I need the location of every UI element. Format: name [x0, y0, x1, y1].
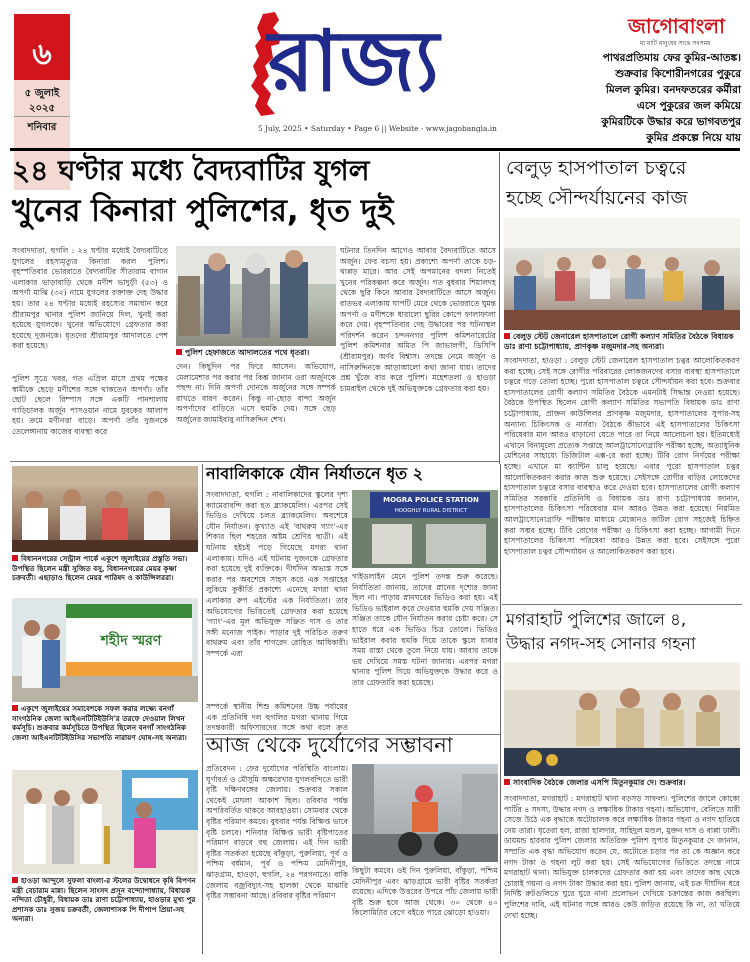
teaser-line-2: শুক্রবার কিশোরীনগরের পুকুরে	[615, 68, 741, 80]
lead-col1b-text: পুলিশ সূত্রে খবর, গত এপ্রিল মাসে প্রথম পক্ষের স্বামীকে ছেড়ে মণীশের সঙ্গে থাকতেন অপর্ণা। তাঁর ছোট ছেলে রিম্পাস সঙ্গে একটি পানশালায় গাড়িচালক অর্জুন পাসওয়ান নামে যুবকের আলাপ হয়। ক্রমে মণীনত্তা বাড়ে। অপর্ণা তাঁর দুজনকে তেলেঙ্গানায় কাজের ব্যবস্থা করে	[12, 374, 168, 436]
lead-col2b-text: দেন। কিছুদিন পর ফিরে আসেন। অভিযোগ, মেলামেশার পর করার পর কিশ্ত জানান ওরা অর্জুনকে পছন্দ না। দিনি অপর্ণা দোনকে অর্জুনের সঙ্গে সম্পর্ক রাখতে বারণ করেন। কিন্তু না-ছোড় বান্দা অর্জুন অপর্ণাদের বাড়িতে এসে হুমকি দেয়। সঙ্গে ছেড় অর্জুনের জামাইবাবু নাসিরুদ্দিন শেখ।	[176, 362, 336, 424]
gold-caption	[504, 778, 740, 790]
masthead-title: রাজ্য	[268, 12, 441, 110]
minor-body-bottom-text: সম্পর্কে স্থানীয় শিশু কমিশনের উচ্চ পর্যায়ের এক প্রতিনিধি দল হুগলির মগরা থানায় গিয়ে তদন্তকারী অফিসারদের সঙ্গে কথা বলে ক্রত	[206, 702, 348, 732]
masthead-year: ২০২৫	[29, 103, 55, 114]
lead-col1-text: সংবাদদাতা, হুগলি : ২৪ ঘণ্টার মধ্যেই বৈদ্যবাটিতে যুগলের রহস্যমৃত্যুর কিনারা করল পুলিশ। বৃহস্পতিবার ভোররাতে বৈদ্যবাটির সীতারাম বাগান এলাকার ভাড়াবাড়ি থেকে মণীশ ভাদুড়ী (৫৩) ও অপর্ণা মাঝি (৩২) নামে যুগলের রক্তাক্ত দেহ উদ্ধার হয়। তার ২৪ ঘণ্টার মধ্যেই রহস্যের সমাধান করে শ্রীরামপুর থানার পুলিশ জানিয়ে দিল, খুনই করা হয়েছে যুগলকে। খুনের অভিযোগে গ্রেফতার করা হয়েছে দুজনকে। ধৃতদের শ্রীরামপুর আদালতে পেশ করা হয়েছে।	[12, 246, 168, 351]
masthead-date: ৫ জুলাই	[24, 88, 60, 99]
gold-headline-2: উদ্ধার নগদ-সহ সোনার গহনা	[506, 634, 696, 653]
left-photo-3-scene	[12, 770, 198, 874]
weather-body-right	[352, 866, 498, 954]
weather-body-left-text: প্রতিবেদন : ফের দুর্যোগের পরিস্থিতি বাংলায়। ঘূর্ণাবর্ত ও মৌসুমি অক্ষরেখার যুগলবন্দিতে ভারী বৃষ্টি দক্ষিণবঙ্গের জেলায়। শুক্রবার সকাল থেকেই মেঘলা আকাশ ছিল। রবিবার পর্যন্ত অপরিবর্তিত থাকবে আবহাওয়া। সোমবার থেকে বৃষ্টির পরিমাণ কমবে। বুধবার পর্যন্ত বিক্ষিপ্ত ভাবে বৃষ্টি চলবে। শনিবার বিক্ষিপ্ত ভারী বৃষ্টিপাতের পরিমাণ বাড়বে বহু জেলায়। এই দিন ভারী বৃষ্টির সতর্কতা হয়েছে বাঁকুড়া, পুরুলিয়া, পূর্ব ও পশ্চিম বর্ধমান, পূর্ব ও পশ্চিম মেদিনীপুর, ঝাড়গ্রাম, হাওড়া, হুগলি, ২৪ পরগনাতে। বাকি জেলায় বজ্রবিদ্যুৎ-সহ হালকা থেকে মাঝারি বৃষ্টির সম্ভাবনা আছে। রবিবার বৃষ্টির পরিমাণ	[206, 764, 348, 901]
divider-lead-right	[499, 152, 500, 464]
hospital-body-text: সংবাদদাতা, হাওড়া : বেলুড় স্টেট জেনারেল হাসপাতাল চত্বর আলোকিতকরণ করা হচ্ছে। সেই সঙ্গে রোগীর পরিবারের লোকজনদের বসার ব্যবস্থা হাসপাতালে চত্বরে গড়ে তোলা হচ্ছে। পুরো হাসপাতাল চত্বরে সৌন্দর্যায়ন করা হবে। শুক্রবার হাসপাতালের রোগী কল্যাণ সমিতির বৈঠকে এমনটাই সিদ্ধান্ত নেওয়া হয়েছে। বৈঠকে উপস্থিত ছিলেন রোগী কল্যাণ সমিতির সভাপতি বিধায়ক ডাঃ রাণা চট্টোপাধ্যায়, প্রাক্তন কাউন্সিলর প্রাণকৃষ্ণ মজুমদার, হাসপাতালের সুপার-সহ অন্যান্য চিকিৎসক ও নার্সরা। বৈঠকে কীভাবে এই হাসপাতালের চিকিৎসা পরিষেবার মান আরও বাড়ানো যেতে পারে তা নিয়ে আলোচনা হয়। ইতিমধ্যেই এখানে বিনামূল্যে প্রত্যেক সপ্তাহে আলট্রাসোনোগ্রাফি পরীক্ষা হচ্ছে, অত্যাধুনিক মেশিনের সাহায্যে ডিজিটাল এক্স-রে করা হচ্ছে। টিবি রোগ নির্ণয়ের পরীক্ষা হচ্ছে। এখানে মা ক্যান্টিন চালু হয়েছে। এবার পুরো হাসপাতাল চত্বর আলোকিতকরণ করার কাজ শুরু হয়েছে। সেইসঙ্গে রোগীর বাড়ির লোকেদের হাসপাতাল চত্বরে বসার ব্যবস্থাও করে দেওয়া হবে। হাসপাতালের রোগী কল্যাণ সমিতির সরকারি প্রতিনিধি ও বিধায়ক ডাঃ রাণা চট্টোপাধ্যায় জানান, হাসপাতালের চিকিৎসা পরিষেবার মান আরও উন্নত করা হয়েছে। নিয়মিত আলট্রাসোনোগ্রাফি পরীক্ষার মাধ্যমে মেকোনও জটিল রোগ সহজেই চিহ্নিত করা সম্ভব হচ্ছে। টিবি রোগের পরীক্ষা ও চিকিৎসা করা হচ্ছে। আগামী দিনে হাসপাতালের চিকিৎসা পরিষেবা আরও উন্নত করা হবে। সেইসঙ্গে পুরো হাসপাতাল চত্বর সৌন্দর্যায়ন ও আলোকিতকরণ করা হবে।	[504, 356, 740, 556]
lead-photo-caption	[176, 348, 336, 360]
minor-body-right	[352, 572, 498, 730]
masthead-weekday: শনিবার	[27, 122, 57, 133]
lead-col1b	[12, 374, 168, 458]
lead-headline-2: খুনের কিনারা পুলিশের, ধৃত দুই	[12, 193, 394, 229]
gold-body-text: সংবাদদাতা, মগরাহাট : মগরাহাট থানা বড়সড় সাফল্য। পুলিশের জালে কোকো পাটিঁর ৪ সদস্য, উদ্ধার নগদ ও লক্ষাধিক টাকার গহনা। অভিযোগ, বেলিতে যারী সেজে উঠে এক বৃদ্ধাকে অটোচালক করে লক্ষাধিক টাকার গহনা ও নগদ হাতিয়ে নেয় তারা। ধৃতেরা হল, রাজা হালদার, সাহিদুল মণ্ডল, মুক্তন দাস ও বাপ্পা ঢালী। ডায়মন্ড হারবার পুলিশ জেলার অতিরিক্ত পুলিশ সুপার মিতুনকুমার দে জানান, সম্প্রতি এক বৃদ্ধা অভিযোগ করেন যে, অটোতে চড়ার পর তা কে অজ্ঞান করে নগদ টাকা ও গহনা লুট করা হয়। সেই অভিযোগের ভিত্তিতে তদন্তে নামে মগরাহাট থানা। অভিযুক্ত চালকদের গ্রেফতার করা হয় এবং তাদের কাছ থেকে চোরাই গয়না ও নগদ টাকা উদ্ধার করা হয়। পুলিশ জানায়, এই চক্র দীর্ঘদিন ধরে নির্দিষ্ট রুটগুলিতে ঘুরে ঘুরে নানা প্রলোভন দেখিয়ে চক্রান্তের কাজ করছিল। পুলিশের দাবি, এই ঘটনার সঙ্গে আরও কেউ জড়িত রয়েছে কি না, তা খতিয়ে দেখা হচ্ছে।	[504, 794, 740, 920]
left-photo-1-caption	[12, 554, 198, 594]
lead-photo-figures	[176, 246, 336, 346]
lead-photo-caption-text: পুলিশ হেফাজতে আদালতের পথে ধৃতরা।	[185, 348, 310, 357]
hospital-headline-1: বেলুড় হাসপাতাল চত্বরে	[506, 157, 687, 179]
left-photo-3	[12, 770, 198, 874]
lead-col2b	[176, 362, 336, 458]
lead-col1	[12, 246, 168, 372]
minor-photo-sign-2: HOOGHLY RURAL DISTRICT	[394, 508, 468, 514]
left-photo-2-banner: শহীদ স্মরণ	[100, 633, 162, 649]
divider-hospital-bottom	[502, 604, 742, 605]
lead-col3	[340, 246, 496, 458]
teaser-line-6: কুমির প্রকল্পে নিয়ে যায়	[646, 132, 741, 144]
date-divider	[14, 116, 70, 117]
page-number: ৬	[32, 37, 52, 72]
left-photo-1-scene	[12, 466, 198, 552]
gold-photo	[504, 662, 740, 776]
brand-tagline: মা মাটি মানুষের সাথে সবসময়	[640, 40, 711, 47]
gold-caption-text: সাংবাদিক বৈঠকে জেলার এসপি মিতুনকুমার দে। শুক্রবার।	[513, 778, 686, 787]
minor-body-left-text: সংবাদদাতা, হুগলি : নাবালিকাদের স্কুলের দৃশ্য ক্যামেরাবন্দি করা হত ব্ল্যাকমেলিং। এরপর সেই ভিডিও দেখিয়ে চলত ব্ল্যাকমেলিং। অবশেষে যৌন নির্যাতন। কুখ্যাত এই 'বাথরুম গ্যাং'-এর শিকার ছিল শহরের অষ্টম শ্রেণির ছাত্রী। এই ঘটনায় হইচই পড়ে গিয়েছে মগরা থানা এলাকায়। যদিও এই ঘটনায় দুজনকে গ্রেফতার করা হয়েছে দুই ব্যক্তিকে। দীর্ঘদিন অভ্যস্ত সঙ্গে করার পর অবশেষে সাহস করে এক সপ্তাহের লুকিয়ে কুকীর্তি প্রকাশ্যে এনেছে মগরা থানা এলাকার রুপ এইস্টের এক নির্যাতিতা। তার অভিযোগের ভিত্তিতেই গ্রেফতার করা হয়েছে 'গ্যাং'-এর মূল অভিযুক্ত সঞ্জিত দাস ও তার সঙ্গী মনোজ পাইক। পাড়ার দুই পরিচিত তরুণ বাথরুম এবং তাঁর শাগরেদ রোহিত আধিকারী। সম্পর্কে এরা	[206, 490, 348, 658]
hospital-caption-text: বেলুড় স্টেট জেনারেল হাসপাতালে রোগী কল্যাণ সমিতির বৈঠকে বিধায়ক ডাঃ রাণা চট্টোপাধ্যায়, প্রাণকৃষ্ণ মজুমদার-সহ অন্যরা।	[504, 332, 734, 351]
hospital-headline-2: হচ্ছে সৌন্দর্যায়নের কাজ	[506, 187, 688, 209]
weather-photo-scene	[352, 764, 498, 862]
lead-photo	[176, 246, 336, 346]
left-photo-1-caption-text: বিধাননগরের সেন্ট্রাল পার্কে একুশে জুলাইয়ের প্রস্তুতি সভা। উপস্থিত ছিলেন মন্ত্রী সুজিত বসু, বিধাননগরের মেয়র কৃষ্ণা চক্রবর্তী। এছাড়াও ছিলেন মেয়র পারিষদ ও কাউন্সিলররা।	[12, 554, 188, 583]
left-photo-3-caption-text: হাওড়া আন্দুলে সুফলা বাংলা-র স্টলের উদ্বোধনে কৃষি বিপণন মন্ত্রী বেচারাম মান্না। ছিলেন সাংসদ প্রসূন বন্দ্যোপাধ্যায়, বিধায়ক নন্দিতা চৌধুরী, বিধায়ক ডাঃ রাণা চট্টোপাধ্যায়, হাওড়ার মুখ্য পুর প্রশাসক ডাঃ সুজয় চক্রবর্তী, জেলাশাসক পি দীপাপ প্রিয়া-সহ অন্যরা।	[12, 876, 196, 924]
weather-headline: আজ থেকে দুর্যোগের সম্ভাবনা	[206, 733, 453, 757]
lead-col3-text: ঘটনার তিনদিন আগেও আবার বৈদ্যবাটিতে আসে অর্জুন। ফের বচসা হয়। প্রকাশ্যে অপর্ণা তাকে চড়-থাপ্পড় মারে। আর সেই অপমানের বদলা নিতেই খুনের পরিকল্পনা করে অর্জুন। গত বুধবার শিয়ালদহ থেকে ছুরি কিনে আবার বৈদ্যবাটিতে আসে অর্জুন। রাতভর এলাকায় ঘাপটি মেরে থেকে ভোররাতে ঘুমন্ত অপর্ণা ও মণীশকে ধারালো ছুরির কোপে ফালাফালা করে দেয়। বৃহস্পতিবার দেহ উদ্ধারের পর ঘটনাস্থল পরিদর্শন করেন চন্দননগর পুলিশ কমিশনারেটের পুলিশ কমিশনার অমিত পি জাভালগী, ডিসিপি (শ্রীরামপুর) অর্ণব বিশ্বাস। তদন্তে নেমে অর্জুন ও নাসিরুদ্দিনকে আড়াআলো কথা জানা যায়। তাদের প্রশ্ন খুঁজে বার করে পুলিশ। মহেশতলা ও হাওড়া চামরাইল থেকে দুই অভিযুক্তকে গ্রেফতার করা হয়।	[340, 246, 496, 393]
divider-left-column	[202, 464, 203, 954]
weather-body-left	[206, 764, 348, 954]
teaser-line-5: কুমিরটিকে উদ্ধার করে ভাগবতপুর	[601, 116, 741, 128]
brand-logo: জাগোবাংলা	[628, 14, 725, 38]
minor-headline: নাবালিকাকে যৌন নির্যাতনে ধৃত ২	[206, 464, 424, 483]
left-photo-2-caption-text: একুশে জুলাইয়ের সমাবেশকে সফল করার লক্ষ্যে বনগাঁ সাংগঠনিক জেলা আইএনটিটিইউসি'র তরফে দেওয়াল লিখন কর্মসূচি। শুক্রবার কর্মসূচিতে উপস্থিত ছিলেন বনগাঁ সাংগঠনিক জেলা আইএনটিটিইউসির সভাপতি নারায়ণ ঘোষ-সহ অন্যরা।	[12, 704, 187, 742]
lead-headline-1: ২৪ ঘণ্টার মধ্যে বৈদ্যবাটির যুগল	[12, 154, 370, 187]
left-photo-1	[12, 466, 198, 552]
masthead-dateline: 5 July, 2025 • Saturday • Page 6 || Website - www.jagobangla.in	[258, 124, 497, 133]
hospital-photo	[504, 218, 740, 330]
weather-photo	[352, 764, 498, 862]
divider-right-column	[500, 464, 501, 954]
minor-photo-sign-1: MOGRA POLICE STATION	[383, 496, 479, 504]
minor-body-bottom	[206, 702, 348, 732]
masthead-rule	[10, 148, 740, 151]
minor-body-left	[206, 490, 348, 700]
teaser-line-3: মিলল কুমির। বনদফতরের কর্মীরা	[605, 84, 741, 96]
hospital-caption	[504, 332, 740, 354]
minor-body-right-text: গাইডলাইন মেনে পুলিশ তদন্ত শুরু করেছে। নির্যাতিতা জানায়, তাদের স্নানের দৃশ্যের জানা ছিল না। পাড়ায় স্নানঘরের ভিডিও করা হয়। এই ভিডিও ভাইরাল করে দেওয়ার হুমকি দেয় সঞ্জিত। সঞ্জিত তাকে যৌন নির্যাতন করার চেষ্টা করে। সে হাতে ধরে এক ভিডিও চিত্র তোলে। ভিডিও ভাইরাল করার হুমকি দিয়ে তাকে স্কুলে যাবার সময় রাস্তা থেকে তুলে নিয়ে যায়। আবার তাকে ভয় দেখিয়ে সমস্ত ঘটনা জানায়। এরপর মগরা থানার পুলিশ গিয়ে অভিযুক্তকে উদ্ধার করে ও তার গ্রেফতারি করা হয়েছে।	[352, 572, 498, 687]
left-photo-2-caption	[12, 704, 198, 758]
teaser-line-1: পাথরপ্রতিমায় ফের কুমির-আতঙ্ক।	[602, 52, 741, 64]
gold-headline-1: মগরাহাট পুলিশের জালে ৪,	[506, 610, 687, 629]
left-photo-3-caption	[12, 876, 198, 952]
hospital-body	[504, 356, 740, 602]
hospital-photo-scene	[504, 218, 740, 330]
teaser-line-4: এসে পুকুরের জল কমিয়ে	[636, 100, 741, 112]
weather-body-right-text: কিছুটা কমবে। ওই দিন পুরুলিয়া, বাঁকুড়া, পশ্চিম মেদিনীপুর এবং ঝাড়গ্রামে ভারী বৃষ্টির সতর্কতা রয়েছে। এদিকে উত্তরের উপরে পাঁচ জেলায় ভারী বৃষ্টি শুরু হবে আজ থেকে। ৩০ থেকে ৪০ কিলোমিটার বেগে বইতে পারে ঝোড়ো হাওয়া।	[352, 866, 498, 918]
gold-photo-scene	[504, 662, 740, 776]
gold-body	[504, 794, 740, 954]
